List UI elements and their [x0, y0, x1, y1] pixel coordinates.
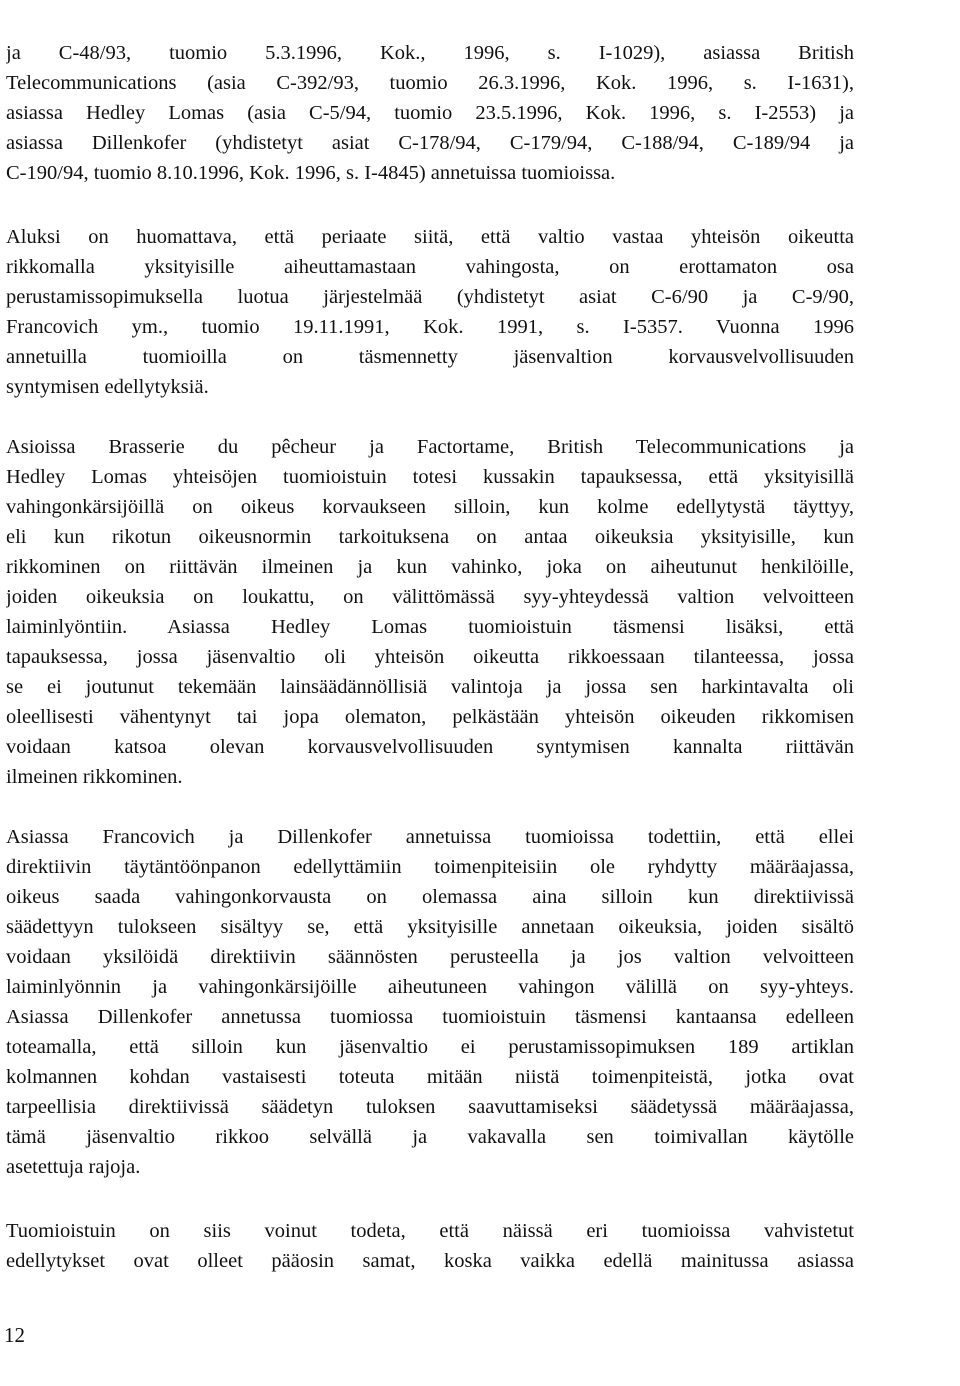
- paragraph-line: laiminlyönnin ja vahingonkärsijöille aiheutuneen vahingon välillä on syy-yhteys.: [6, 976, 854, 998]
- paragraph-line: Tuomioistuin on siis voinut todeta, että näissä eri tuomioissa vahvistetut: [6, 1220, 854, 1242]
- paragraph-line: voidaan yksilöidä direktiivin säännösten perusteella ja jos valtion velvoitteen: [6, 946, 854, 968]
- paragraph-line: toteamalla, että silloin kun jäsenvaltio ei perustamissopimuksen 189 artiklan: [6, 1036, 854, 1058]
- paragraph-line: ja C-48/93, tuomio 5.3.1996, Kok., 1996, s. I-1029), asiassa British: [6, 42, 854, 64]
- paragraph-line: rikkomalla yksityisille aiheuttamastaan vahingosta, on erottamaton osa: [6, 256, 854, 278]
- paragraph-1: [6, 38, 854, 188]
- paragraph-line: asiassa Dillenkofer (yhdistetyt asiat C-178/94, C-179/94, C-188/94, C-189/94 ja: [6, 132, 854, 154]
- paragraph-line: kolmannen kohdan vastaisesti toteuta mitään niistä toimenpiteistä, jotka ovat: [6, 1066, 854, 1088]
- paragraph-line: vahingonkärsijöillä on oikeus korvaukseen silloin, kun kolme edellytystä täyttyy,: [6, 496, 854, 518]
- paragraph-line: säädettyyn tulokseen sisältyy se, että yksityisille annetaan oikeuksia, joiden sisältö: [6, 916, 854, 938]
- paragraph-line: edellytykset ovat olleet pääosin samat, koska vaikka edellä mainitussa asiassa: [6, 1250, 854, 1272]
- paragraph-line: Telecommunications (asia C-392/93, tuomio 26.3.1996, Kok. 1996, s. I-1631),: [6, 72, 854, 94]
- paragraph-4: [6, 822, 854, 1182]
- paragraph-line: asiassa Hedley Lomas (asia C-5/94, tuomio 23.5.1996, Kok. 1996, s. I-2553) ja: [6, 102, 854, 124]
- paragraph-line: tarpeellisia direktiivissä säädetyn tuloksen saavuttamiseksi säädetyssä määräajassa,: [6, 1096, 854, 1118]
- paragraph-line: perustamissopimuksella luotua järjestelmää (yhdistetyt asiat C-6/90 ja C-9/90,: [6, 286, 854, 308]
- paragraph-line: voidaan katsoa olevan korvausvelvollisuuden syntymisen kannalta riittävän: [6, 736, 854, 758]
- paragraph-line: oleellisesti vähentynyt tai jopa olematon, pelkästään yhteisön oikeuden rikkomisen: [6, 706, 854, 728]
- paragraph-line: syntymisen edellytyksiä.: [6, 376, 209, 398]
- paragraph-line: C-190/94, tuomio 8.10.1996, Kok. 1996, s. I-4845) annetuissa tuomioissa.: [6, 162, 616, 184]
- paragraph-line: tapauksessa, jossa jäsenvaltio oli yhteisön oikeutta rikkoessaan tilanteessa, jossa: [6, 646, 854, 668]
- paragraph-3: [6, 432, 854, 792]
- paragraph-line: Francovich ym., tuomio 19.11.1991, Kok. 1991, s. I-5357. Vuonna 1996: [6, 316, 854, 338]
- paragraph-line: joiden oikeuksia on loukattu, on välittömässä syy-yhteydessä valtion velvoitteen: [6, 586, 854, 608]
- paragraph-line: Asiassa Francovich ja Dillenkofer annetuissa tuomioissa todettiin, että ellei: [6, 826, 854, 848]
- paragraph-2: [6, 222, 854, 402]
- paragraph-line: tämä jäsenvaltio rikkoo selvällä ja vakavalla sen toimivallan käytölle: [6, 1126, 854, 1148]
- paragraph-line: Asioissa Brasserie du pêcheur ja Factortame, British Telecommunications ja: [6, 436, 854, 458]
- paragraph-line: Aluksi on huomattava, että periaate siitä, että valtio vastaa yhteisön oikeutta: [6, 226, 854, 248]
- paragraph-line: asetettuja rajoja.: [6, 1156, 141, 1178]
- paragraph-line: Asiassa Dillenkofer annetussa tuomiossa tuomioistuin täsmensi kantaansa edelleen: [6, 1006, 854, 1028]
- paragraph-line: laiminlyöntiin. Asiassa Hedley Lomas tuomioistuin täsmensi lisäksi, että: [6, 616, 854, 638]
- paragraph-line: eli kun rikotun oikeusnormin tarkoituksena on antaa oikeuksia yksityisille, kun: [6, 526, 854, 548]
- paragraph-line: annetuilla tuomioilla on täsmennetty jäsenvaltion korvausvelvollisuuden: [6, 346, 854, 368]
- paragraph-line: direktiivin täytäntöönpanon edellyttämiin toimenpiteisiin ole ryhdytty määräajassa,: [6, 856, 854, 878]
- paragraph-line: rikkominen on riittävän ilmeinen ja kun vahinko, joka on aiheutunut henkilöille,: [6, 556, 854, 578]
- paragraph-line: se ei joutunut tekemään lainsäädännöllisiä valintoja ja jossa sen harkintavalta oli: [6, 676, 854, 698]
- paragraph-line: oikeus saada vahingonkorvausta on olemassa aina silloin kun direktiivissä: [6, 886, 854, 908]
- page-number: 12: [4, 1323, 25, 1347]
- paragraph-5: [6, 1216, 854, 1276]
- paragraph-line: ilmeinen rikkominen.: [6, 766, 183, 788]
- paragraph-line: Hedley Lomas yhteisöjen tuomioistuin totesi kussakin tapauksessa, että yksityisillä: [6, 466, 854, 488]
